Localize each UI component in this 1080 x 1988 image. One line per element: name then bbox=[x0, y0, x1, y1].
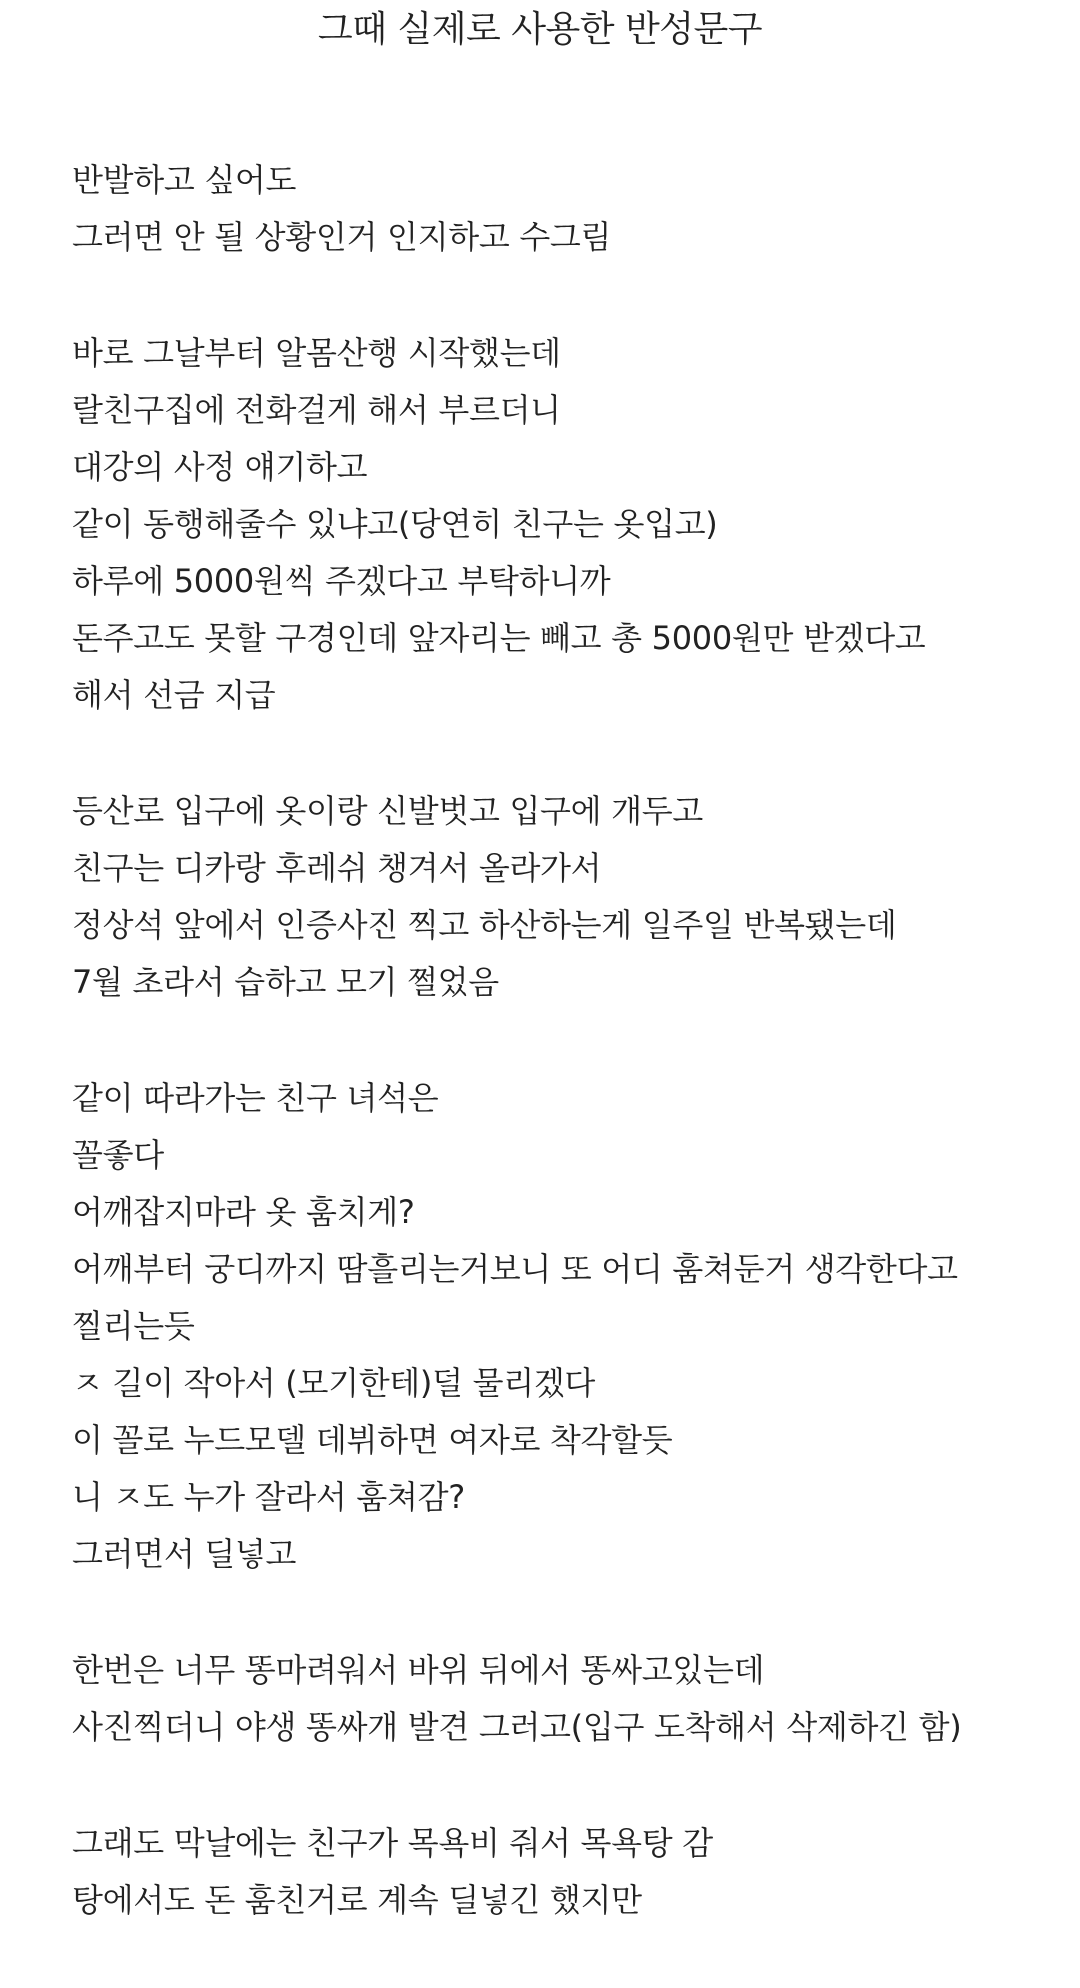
paragraph-5 bbox=[72, 1642, 1062, 1756]
text-line: 어깨부터 궁디까지 땀흘리는거보니 또 어디 훔쳐둔거 생각한다고 bbox=[72, 1250, 958, 1288]
document-body bbox=[72, 152, 1062, 1988]
text-line: 그러면 안 될 상황인거 인지하고 수그림 bbox=[72, 218, 612, 256]
paragraph-2 bbox=[72, 325, 1062, 724]
text-line: 같이 동행해줄수 있냐고(당연히 친구는 옷입고) bbox=[72, 505, 718, 543]
paragraph-4 bbox=[72, 1070, 1062, 1583]
text-line: 한번은 너무 똥마려워서 바위 뒤에서 똥싸고있는데 bbox=[72, 1651, 765, 1689]
text-line: 니 ㅈ도 누가 잘라서 훔쳐감? bbox=[72, 1478, 465, 1516]
text-line: 그래도 막날에는 친구가 목욕비 줘서 목욕탕 감 bbox=[72, 1824, 713, 1862]
text-line: 꼴좋다 bbox=[72, 1136, 164, 1174]
text-line: 친구는 디카랑 후레쉬 챙겨서 올라가서 bbox=[72, 849, 602, 887]
text-line: 랄친구집에 전화걸게 해서 부르더니 bbox=[72, 391, 561, 429]
paragraph-1 bbox=[72, 152, 1062, 266]
text-line: 이 꼴로 누드모델 데뷔하면 여자로 착각할듯 bbox=[72, 1421, 673, 1459]
text-line: 해서 선금 지급 bbox=[72, 676, 276, 714]
text-line: 어깨잡지마라 옷 훔치게? bbox=[72, 1193, 415, 1231]
text-line: 7월 초라서 습하고 모기 쩔었음 bbox=[72, 963, 499, 1001]
text-line: 탕에서도 돈 훔친거로 계속 딜넣긴 했지만 bbox=[72, 1881, 642, 1919]
text-line: 정상석 앞에서 인증사진 찍고 하산하는게 일주일 반복됐는데 bbox=[72, 906, 897, 944]
paragraph-6 bbox=[72, 1815, 1062, 1929]
text-line: 반발하고 싶어도 bbox=[72, 161, 297, 199]
text-line: 돈주고도 못할 구경인데 앞자리는 빼고 총 5000원만 받겠다고 bbox=[72, 619, 926, 657]
text-line: 바로 그날부터 알몸산행 시작했는데 bbox=[72, 334, 561, 372]
document-title: 그때 실제로 사용한 반성문구 bbox=[317, 9, 763, 50]
text-line: 하루에 5000원씩 주겠다고 부탁하니까 bbox=[72, 562, 611, 600]
text-line: 같이 따라가는 친구 녀석은 bbox=[72, 1079, 439, 1117]
paragraph-3 bbox=[72, 783, 1062, 1011]
text-line: 찔리는듯 bbox=[72, 1307, 195, 1345]
text-line: ㅈ 길이 작아서 (모기한테)덜 물리겠다 bbox=[72, 1364, 596, 1402]
text-line: 사진찍더니 야생 똥싸개 발견 그러고(입구 도착해서 삭제하긴 함) bbox=[72, 1708, 962, 1746]
text-line: 대강의 사정 얘기하고 bbox=[72, 448, 368, 486]
text-line: 등산로 입구에 옷이랑 신발벗고 입구에 개두고 bbox=[72, 792, 703, 830]
text-line: 그러면서 딜넣고 bbox=[72, 1535, 297, 1573]
